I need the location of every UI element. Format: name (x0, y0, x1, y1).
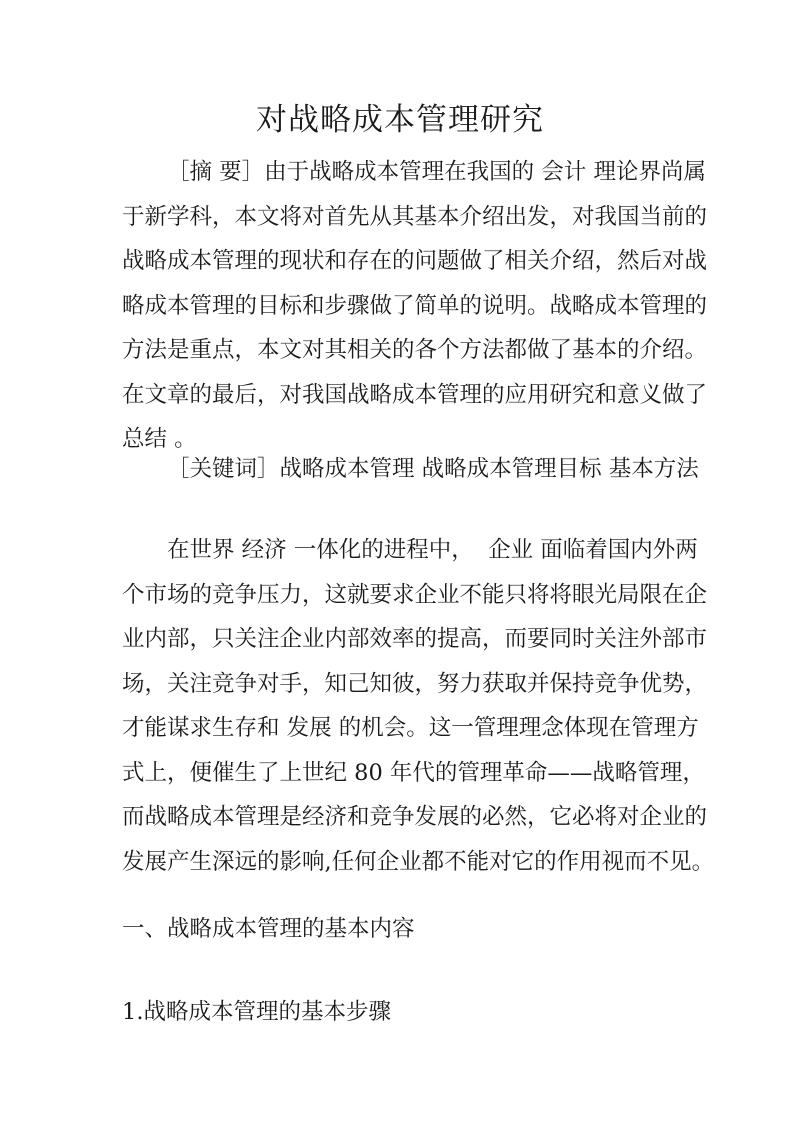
section-heading: 一、战略成本管理的基本内容 (122, 916, 415, 942)
document-title: 对战略成本管理研究 (256, 102, 544, 138)
body-line: 业内部，只关注企业内部效率的提高，而要同时关注外部市 (122, 626, 708, 652)
abstract-line: 于新学科，本文将对首先从其基本介绍出发，对我国当前的 (122, 203, 708, 230)
abstract-line: 略成本管理的目标和步骤做了简单的说明。战略成本管理的 (122, 292, 708, 319)
abstract-line: 在文章的最后，对我国战略成本管理的应用研究和意义做了 (122, 381, 708, 408)
section-heading-block (122, 907, 688, 952)
abstract-line: 方法是重点，本文对其相关的各个方法都做了基本的介绍。 (122, 337, 708, 363)
body-line: 才能谋求生存和 发展 的机会。这一管理理念体现在管理方 (122, 715, 699, 741)
keywords-paragraph (122, 447, 699, 492)
body-line: 个市场的竞争压力，这就要求企业不能只将将眼光局限在企 (122, 581, 708, 608)
subsection-heading-block (122, 990, 688, 1035)
subsection-heading: 1.战略成本管理的基本步骤 (122, 999, 391, 1025)
body-line: 而战略成本管理是经济和竞争发展的必然，它必将对企业的 (122, 804, 708, 830)
abstract-line: 战略成本管理的现状和存在的问题做了相关介绍，然后对战 (122, 248, 708, 274)
abstract-paragraph (122, 150, 708, 462)
body-line: 场，关注竞争对手，知己知彼，努力获取并保持竞争优势， (122, 670, 708, 697)
body-line: 在世界 经济 一体化的进程中， 企业 面临着国内外两 (167, 537, 698, 563)
abstract-line: ［摘 要］由于战略成本管理在我国的 会计 理论界尚属 (167, 159, 706, 185)
keywords-line: ［关键词］战略成本管理 战略成本管理目标 基本方法 (167, 456, 699, 482)
body-line: 发展产生深远的影响,任何企业都不能对它的作用视而不见。 (122, 848, 715, 875)
body-paragraph (122, 528, 715, 884)
body-line: 式上，便催生了上世纪 80 年代的管理革命——战略管理， (122, 759, 705, 786)
abstract-line: 总结 。 (122, 426, 197, 452)
